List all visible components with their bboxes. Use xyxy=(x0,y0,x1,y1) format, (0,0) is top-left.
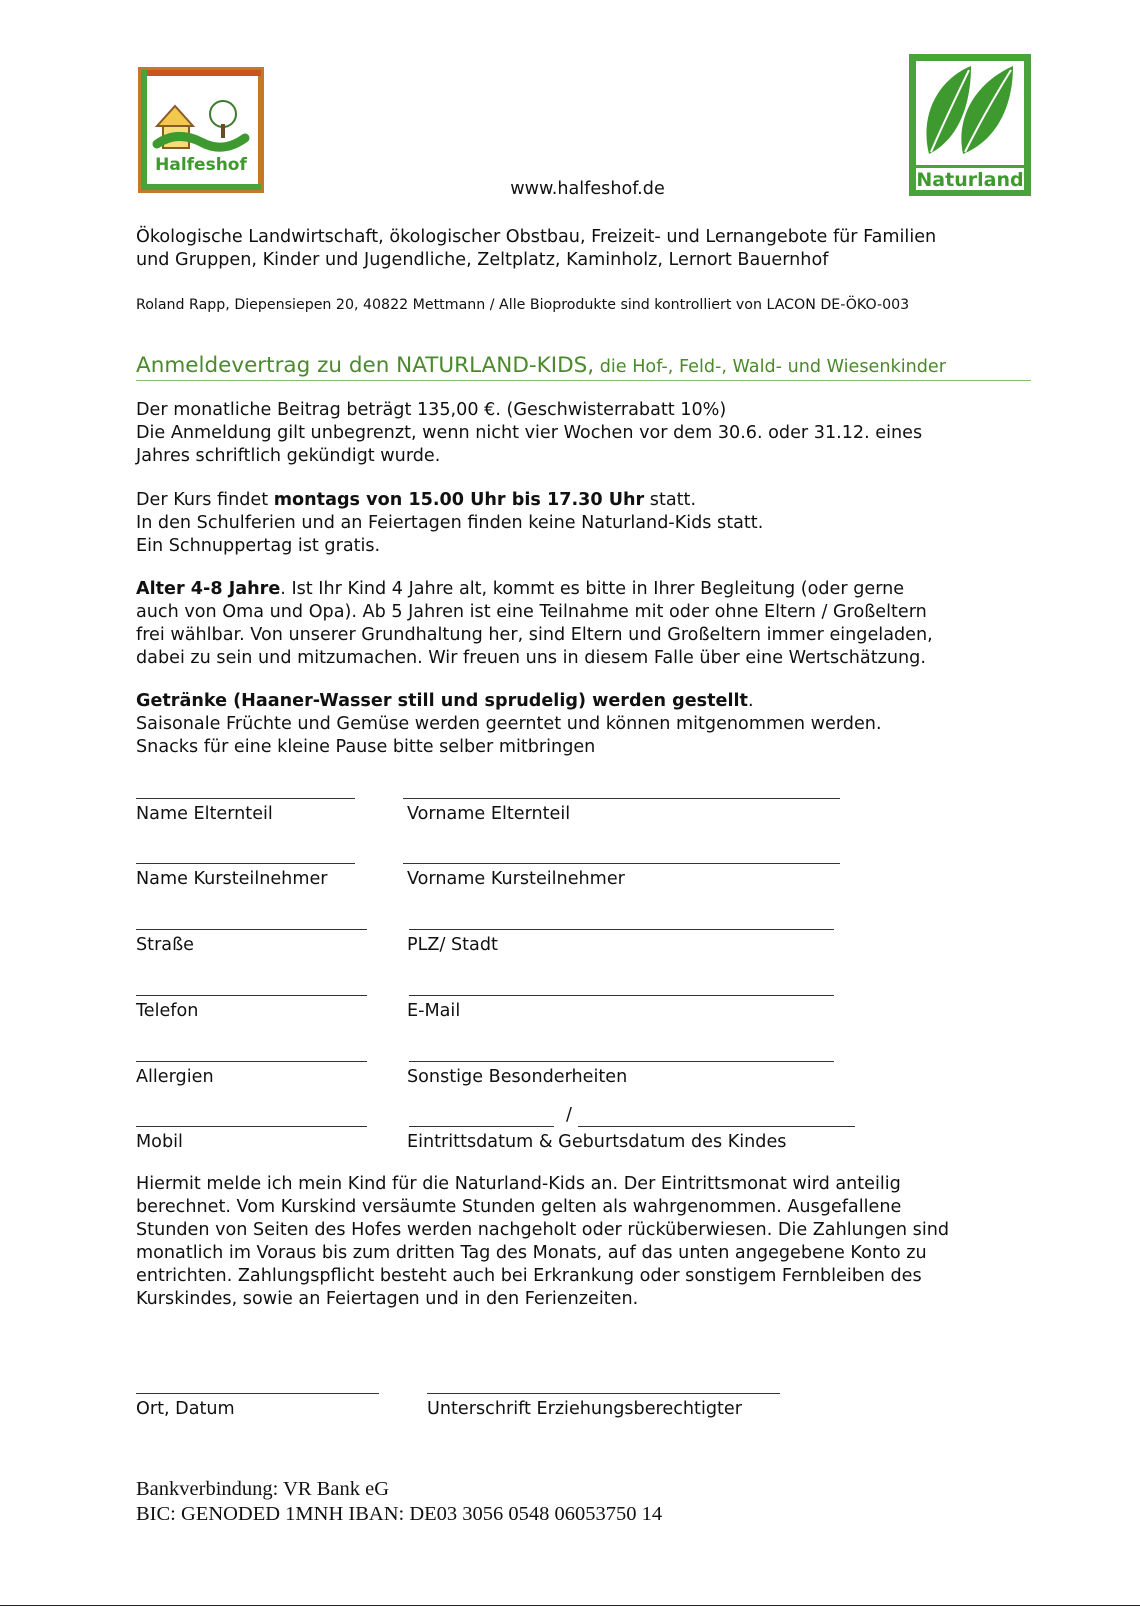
other-label: Sonstige Besonderheiten xyxy=(407,1067,628,1087)
place-date-label: Ort, Datum xyxy=(136,1399,235,1419)
signature-line[interactable] xyxy=(427,1393,780,1394)
drinks-line-1 xyxy=(136,690,882,713)
page-bottom-rule xyxy=(0,1605,1140,1606)
firstname-participant-line[interactable] xyxy=(403,863,840,864)
fee-paragraph xyxy=(136,399,922,468)
age-line-2: auch von Oma und Opa). Ab 5 Jahren ist eine Teilnahme mit oder ohne Eltern / Großeltern xyxy=(136,602,927,622)
course-post: statt. xyxy=(644,490,697,510)
course-time: montags von 15.00 Uhr bis 17.30 Uhr xyxy=(273,490,645,510)
mobile-line[interactable] xyxy=(136,1126,367,1127)
mobile-label: Mobil xyxy=(136,1132,183,1152)
allergies-line[interactable] xyxy=(136,1061,367,1062)
name-participant-label: Name Kursteilnehmer xyxy=(136,869,328,889)
age-range: Alter 4-8 Jahre xyxy=(136,579,281,599)
intro-line-1: Ökologische Landwirtschaft, ökologischer Obstbau, Freizeit- und Lernangebote für Familien xyxy=(136,227,937,247)
terms-line-6: Kurskindes, sowie an Feiertagen und in den Ferienzeiten. xyxy=(136,1289,639,1309)
fee-line-1: Der monatliche Beitrag beträgt 135,00 €. (Geschwisterrabatt 10%) xyxy=(136,400,727,420)
bank-details xyxy=(136,1477,662,1527)
terms-line-3: Stunden von Seiten des Hofes werden nachgeholt oder rücküberwiesen. Die Zahlungen sind xyxy=(136,1220,950,1240)
terms-paragraph xyxy=(136,1173,949,1311)
address-line: Roland Rapp, Diepensiepen 20, 40822 Mettmann / Alle Bioprodukte sind kontrolliert von LACON DE-ÖKO-003 xyxy=(136,297,910,313)
other-line[interactable] xyxy=(409,1061,834,1062)
firstname-parent-label: Vorname Elternteil xyxy=(407,804,571,824)
bank-line-1: Bankverbindung: VR Bank eG xyxy=(136,1478,389,1500)
age-line-3: frei wählbar. Von unserer Grundhaltung her, sind Eltern und Großeltern immer eingeladen, xyxy=(136,625,933,645)
street-label: Straße xyxy=(136,935,194,955)
firstname-participant-label: Vorname Kursteilnehmer xyxy=(407,869,625,889)
signature-label: Unterschrift Erziehungsberechtigter xyxy=(427,1399,742,1419)
drinks-bold: Getränke (Haaner-Wasser still und sprudelig) werden gestellt xyxy=(136,691,748,711)
firstname-parent-line[interactable] xyxy=(403,798,840,799)
terms-line-4: monatlich im Voraus bis zum dritten Tag des Monats, auf das unten angegebene Konto zu xyxy=(136,1243,927,1263)
title-sub: die Hof-, Feld-, Wald- und Wiesenkinder xyxy=(594,357,946,377)
age-line-1-rest: . Ist Ihr Kind 4 Jahre alt, kommt es bitte in Ihrer Begleitung (oder gerne xyxy=(280,579,905,599)
fee-line-3: Jahres schriftlich gekündigt wurde. xyxy=(136,446,441,466)
name-parent-line[interactable] xyxy=(136,798,355,799)
course-line-1 xyxy=(136,489,763,512)
halfeshof-logo-text: Halfeshof xyxy=(155,155,247,175)
website-url: www.halfeshof.de xyxy=(510,179,665,199)
allergies-label: Allergien xyxy=(136,1067,214,1087)
intro-text xyxy=(136,226,936,272)
age-line-1 xyxy=(136,578,933,601)
phone-label: Telefon xyxy=(136,1001,199,1021)
page-title xyxy=(136,353,1031,381)
email-label: E-Mail xyxy=(407,1001,461,1021)
title-main: Anmeldevertrag zu den NATURLAND-KIDS, xyxy=(136,353,595,378)
street-line[interactable] xyxy=(136,929,367,930)
name-parent-label: Name Elternteil xyxy=(136,804,273,824)
course-line-3: Ein Schnuppertag ist gratis. xyxy=(136,536,381,556)
zip-city-line[interactable] xyxy=(409,929,834,930)
terms-line-5: entrichten. Zahlungspflicht besteht auch bei Erkrankung oder sonstigem Fernbleiben des xyxy=(136,1266,922,1286)
halfeshof-logo xyxy=(137,66,265,194)
intro-line-2: und Gruppen, Kinder und Jugendliche, Zeltplatz, Kaminholz, Lernort Bauernhof xyxy=(136,250,829,270)
fee-line-2: Die Anmeldung gilt unbegrenzt, wenn nicht vier Wochen vor dem 30.6. oder 31.12. eines xyxy=(136,423,923,443)
age-line-4: dabei zu sein und mitzumachen. Wir freuen uns in diesem Falle über eine Wertschätzung. xyxy=(136,648,926,668)
dates-label: Eintrittsdatum & Geburtsdatum des Kindes xyxy=(407,1132,787,1152)
course-paragraph xyxy=(136,489,763,558)
terms-line-1: Hiermit melde ich mein Kind für die Naturland-Kids an. Der Eintrittsmonat wird anteilig xyxy=(136,1174,901,1194)
terms-line-2: berechnet. Vom Kurskind versäumte Stunden gelten als wahrgenommen. Ausgefallene xyxy=(136,1197,902,1217)
bank-line-2: BIC: GENODED 1MNH IBAN: DE03 3056 0548 06053750 14 xyxy=(136,1503,663,1525)
birth-date-line[interactable] xyxy=(578,1126,855,1127)
name-participant-line[interactable] xyxy=(136,863,355,864)
place-date-line[interactable] xyxy=(136,1393,379,1394)
date-separator: / xyxy=(566,1105,572,1125)
course-pre: Der Kurs findet xyxy=(136,490,274,510)
drinks-dot: . xyxy=(747,691,754,711)
zip-city-label: PLZ/ Stadt xyxy=(407,935,498,955)
email-line[interactable] xyxy=(409,995,834,996)
phone-line[interactable] xyxy=(136,995,367,996)
course-line-2: In den Schulferien und an Feiertagen finden keine Naturland-Kids statt. xyxy=(136,513,764,533)
entry-date-line[interactable] xyxy=(409,1126,554,1127)
naturland-logo-text: Naturland xyxy=(916,169,1024,191)
drinks-line-3: Snacks für eine kleine Pause bitte selber mitbringen xyxy=(136,737,596,757)
naturland-logo xyxy=(909,54,1031,196)
drinks-paragraph xyxy=(136,690,882,759)
age-paragraph xyxy=(136,578,933,670)
drinks-line-2: Saisonale Früchte und Gemüse werden geerntet und können mitgenommen werden. xyxy=(136,714,882,734)
